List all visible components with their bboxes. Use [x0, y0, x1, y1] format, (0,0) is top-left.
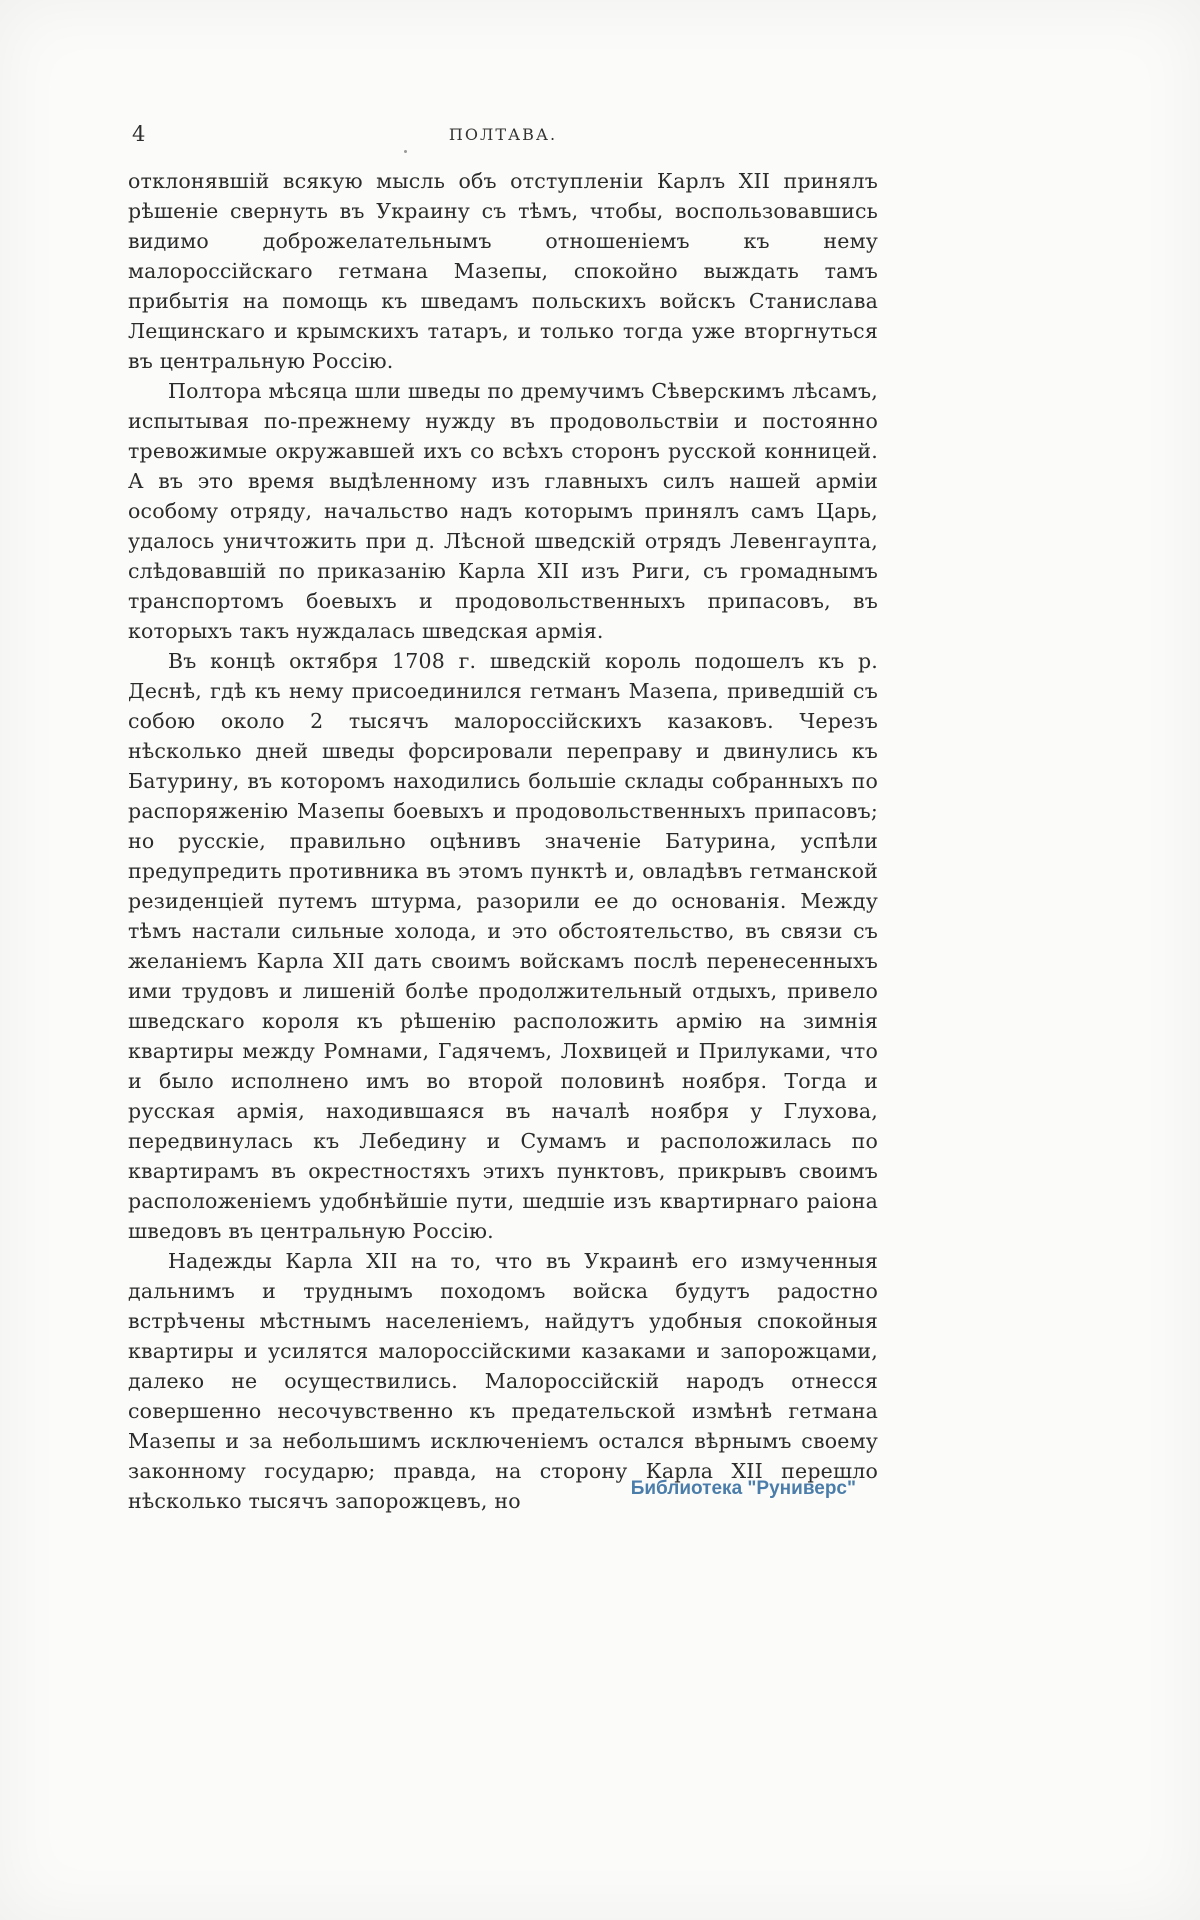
body-text — [128, 166, 878, 1516]
paragraph-1: отклонявшій всякую мысль объ отступленіи Карлъ XII принялъ рѣшеніе свернуть въ Украину съ тѣмъ, чтобы, воспользовавшись видимо доброжелательнымъ отношеніемъ къ нему малороссійскаго гетмана Мазепы, спокойно выждать тамъ прибытія на помощь къ шведамъ польскихъ войскъ Станислава Лещинскаго и крымскихъ татаръ, и только тогда уже вторгнуться въ центральную Россію. — [128, 169, 878, 373]
page-number: 4 — [132, 122, 146, 146]
paragraph-4: Надежды Карла XII на то, что въ Украинѣ его измученныя дальнимъ и труднымъ походомъ войска будутъ радостно встрѣчены мѣстнымъ населеніемъ, найдутъ удобныя спокойныя квартиры и усилятся малороссійскими казаками и запорожцами, далеко не осуществились. Малороссійскій народъ отнесся совершенно несочувственно къ предательской измѣнѣ гетмана Мазепы и за небольшимъ исключеніемъ остался вѣрнымъ своему законному государю; правда, на сторону Карла XII перешло нѣсколько тысячъ запорожцевъ, но — [128, 1249, 878, 1513]
page-header — [128, 120, 878, 154]
paragraph-2: Полтора мѣсяца шли шведы по дремучимъ Сѣверскимъ лѣсамъ, испытывая по-прежнему нужду въ продовольствіи и постоянно тревожимые окружавшей ихъ со всѣхъ сторонъ русской конницей. А въ это время выдѣленному изъ главныхъ силъ нашей арміи особому отряду, начальство надъ которымъ принялъ самъ Царь, удалось уничтожить при д. Лѣсной шведскій отрядъ Левенгаупта, слѣдовавшій по приказанію Карла XII изъ Риги, съ громаднымъ транспортомъ боевыхъ и продовольственныхъ припасовъ, въ которыхъ такъ нуждалась шведская армія. — [128, 379, 878, 643]
running-title: ПОЛТАВА. — [448, 125, 558, 144]
page-content — [128, 120, 878, 1516]
scan-artifact-dot — [404, 150, 407, 153]
paragraph-3: Въ концѣ октября 1708 г. шведскій король подошелъ къ р. Деснѣ, гдѣ къ нему присоединился гетманъ Мазепа, приведшій съ собою около 2 тысячъ малороссійскихъ казаковъ. Черезъ нѣсколько дней шведы форсировали переправу и двинулись къ Батурину, въ которомъ находились большіе склады собранныхъ по распоряженію Мазепы боевыхъ и продовольственныхъ припасовъ; но русскіе, правильно оцѣнивъ значеніе Батурина, успѣли предупредить противника въ этомъ пунктѣ и, овладѣвъ гетманской резиденціей путемъ штурма, разорили ее до основанія. Между тѣмъ настали сильные холода, и это обстоятельство, въ связи съ желаніемъ Карла XII дать своимъ войскамъ послѣ перенесенныхъ ими трудовъ и лишеній болѣе продолжительный отдыхъ, привело шведскаго короля къ рѣшенію расположить армію на зимнія квартиры между Ромнами, Гадячемъ, Лохвицей и Прилуками, что и было исполнено имъ во второй половинѣ ноября. Тогда и русская армія, находившаяся въ началѣ ноября у Глухова, передвинулась къ Лебедину и Сумамъ и расположилась по квартирамъ въ окрестностяхъ этихъ пунктовъ, прикрывъ своимъ расположеніемъ удобнѣйшіе пути, шедшіе изъ квартирнаго раіона шведовъ въ центральную Россію. — [128, 649, 878, 1243]
library-watermark: Библиотека "Руниверс" — [630, 1478, 856, 1499]
